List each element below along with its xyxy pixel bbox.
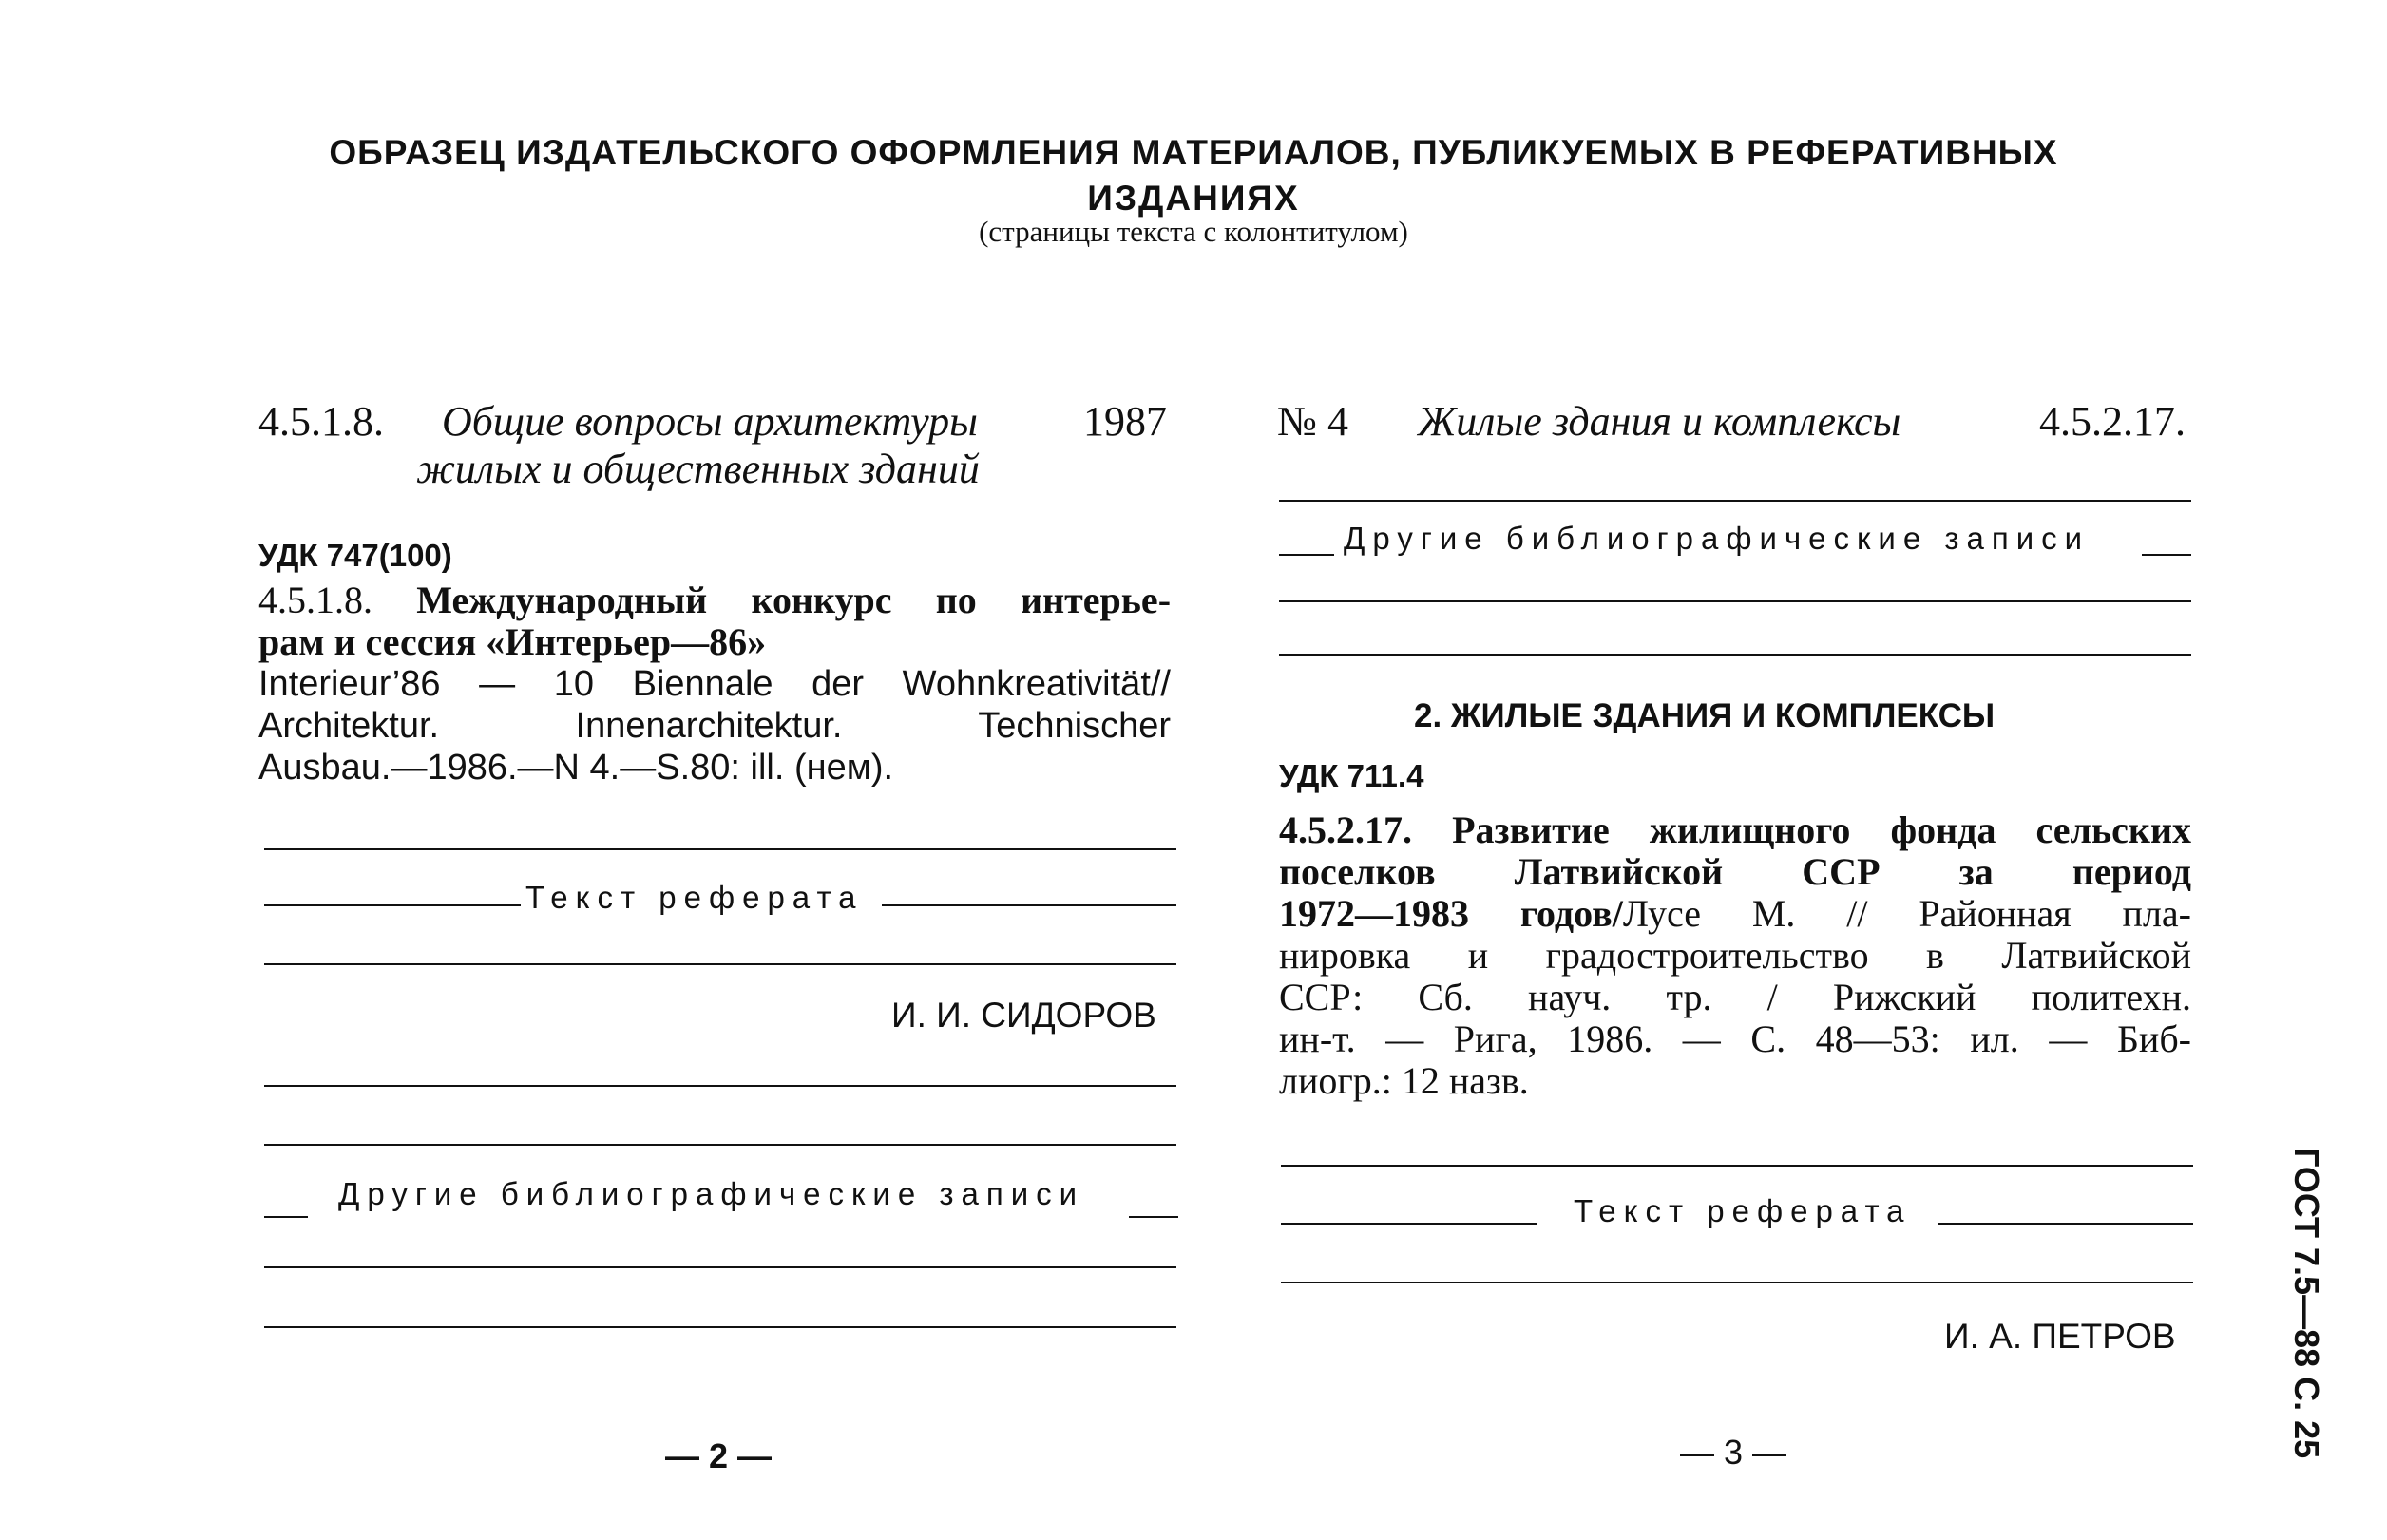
left-running-number: 4.5.1.8. <box>258 398 384 445</box>
right-entry-title-end: 1972—1983 годов/ <box>1279 892 1623 935</box>
right-running-title: Жилые здания и комплексы <box>1418 398 1901 445</box>
left-rule-2 <box>264 963 1176 965</box>
right-entry-line-7: лиогр.: 12 назв. <box>1279 1059 1529 1102</box>
left-entry-title-2: рам и сессия «Интерьер—86» <box>258 620 767 663</box>
right-entry-line-5: ССР: Сб. науч. тр. / Рижский политехн. <box>1279 976 2191 1018</box>
left-rule-3 <box>264 1085 1176 1087</box>
right-running-code: 4.5.2.17. <box>2039 398 2186 445</box>
right-entry-line-2: поселков Латвийской ССР за период <box>1279 850 2191 893</box>
right-rule-2 <box>1279 600 2191 602</box>
page-heading-continued: ИЗДАНИЯХ <box>1087 179 1300 218</box>
right-entry-line-3: Лусе М. // Районная пла- <box>1622 892 2191 935</box>
right-rule-abstract-left <box>1281 1223 1537 1225</box>
left-rule-5 <box>264 1266 1176 1268</box>
right-rule-other-left <box>1279 554 1334 556</box>
left-rule-4 <box>264 1144 1176 1146</box>
left-rule-abstract-right <box>882 904 1176 906</box>
left-other-records: Другие библиографические записи <box>338 1176 1085 1211</box>
right-other-records: Другие библиографические записи <box>1344 521 2091 556</box>
left-entry-body-1: Interieur’86 — 10 Biennale der Wohnkreativität// <box>258 664 1171 704</box>
right-entry-line-4: нировка и градостроительство в Латвийской <box>1279 934 2191 977</box>
right-section-title: 2. ЖИЛЫЕ ЗДАНИЯ И КОМПЛЕКСЫ <box>1414 697 1996 734</box>
right-rule-5 <box>1281 1282 2193 1283</box>
left-entry-number: 4.5.1.8. <box>258 579 372 621</box>
right-rule-other-right <box>2142 554 2191 556</box>
right-rule-abstract-right <box>1938 1223 2193 1225</box>
side-standard-label: ГОСТ 7.5—88 С. 25 <box>2287 1148 2326 1459</box>
left-rule-other-right <box>1129 1216 1178 1218</box>
left-rule-other-left <box>264 1216 308 1218</box>
page-subheading: (страницы текста с колонтитулом) <box>979 215 1408 248</box>
right-running-number: № 4 <box>1277 398 1348 445</box>
left-page-number: — 2 — <box>665 1436 773 1475</box>
right-rule-1 <box>1279 500 2191 502</box>
left-entry-title: Международный конкурс по интерье- <box>416 579 1172 621</box>
left-udk: УДК 747(100) <box>258 538 452 573</box>
left-entry-body-3: Ausbau.—1986.—N 4.—S.80: ill. (нем). <box>258 748 894 788</box>
left-running-year: 1987 <box>1083 398 1167 445</box>
page-heading: ОБРАЗЕЦ ИЗДАТЕЛЬСКОГО ОФОРМЛЕНИЯ МАТЕРИАЛОВ, ПУБЛИКУЕМЫХ В РЕФЕРАТИВНЫХ <box>329 133 2058 172</box>
right-abstract-label: Текст реферата <box>1574 1193 1912 1228</box>
left-abstract-label: Текст реферата <box>525 880 864 915</box>
left-author: И. И. СИДОРОВ <box>891 996 1156 1035</box>
right-rule-4 <box>1281 1165 2193 1167</box>
right-rule-3 <box>1279 654 2191 656</box>
left-entry-body-2: Architektur. Innenarchitektur. Technischer <box>258 706 1171 746</box>
left-rule-abstract-left <box>264 904 521 906</box>
right-entry-line-1: 4.5.2.17. Развитие жилищного фонда сельских <box>1279 808 2191 851</box>
left-rule-6 <box>264 1326 1176 1328</box>
right-udk: УДК 711.4 <box>1279 758 1424 793</box>
left-running-title: Общие вопросы архитектуры <box>442 398 978 445</box>
right-page-number: — 3 — <box>1680 1433 1787 1472</box>
right-entry-line-6: ин-т. — Рига, 1986. — С. 48—53: ил. — Биб- <box>1279 1017 2191 1060</box>
right-author: И. А. ПЕТРОВ <box>1944 1317 2176 1356</box>
left-running-title-2: жилых и общественных зданий <box>416 446 980 492</box>
left-rule-1 <box>264 848 1176 850</box>
